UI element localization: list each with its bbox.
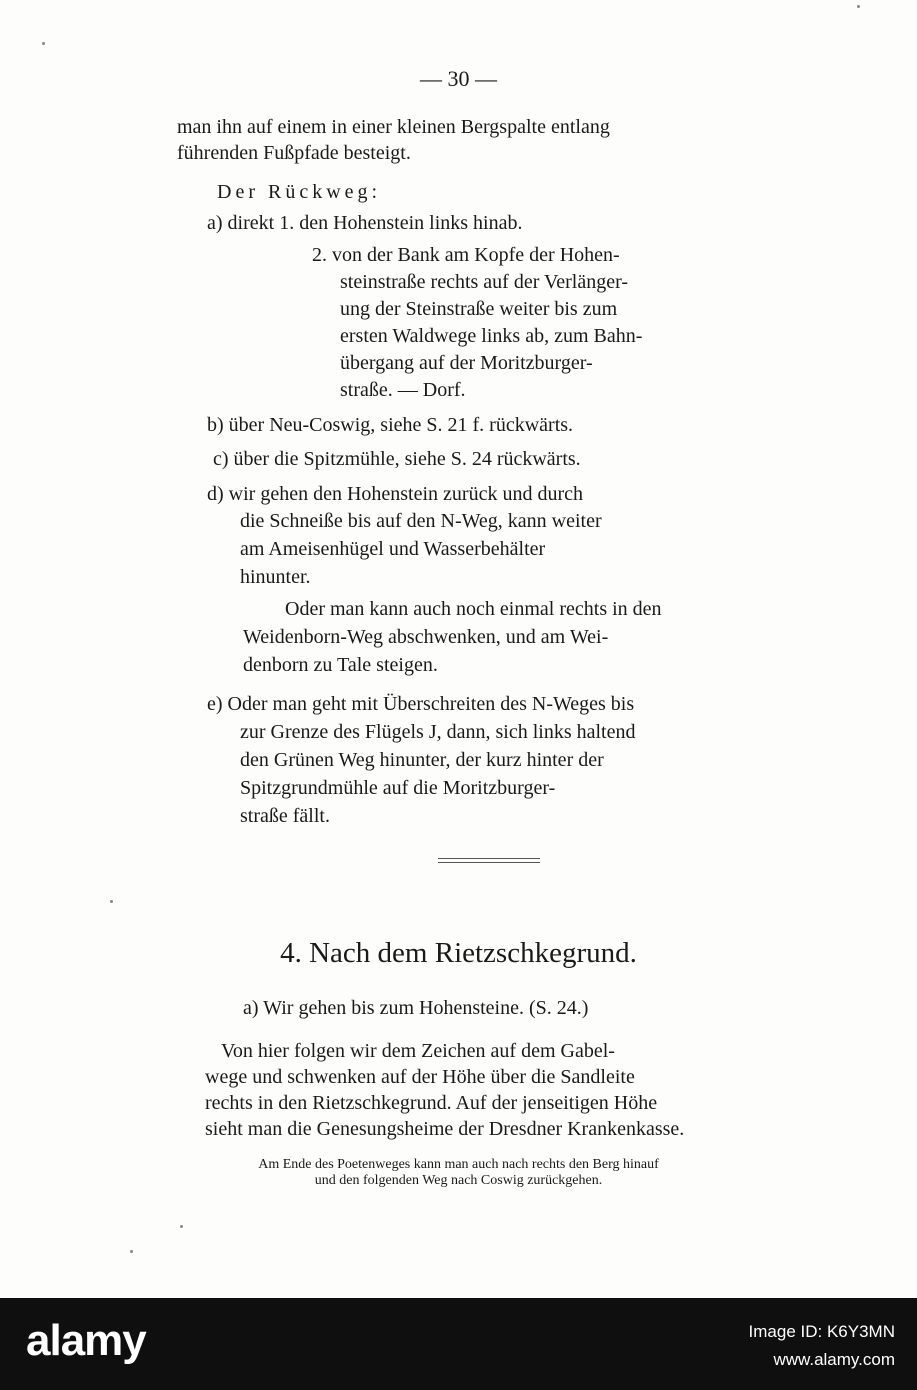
scan-speck bbox=[857, 5, 860, 8]
text-line: a) direkt 1. den Hohenstein links hinab. bbox=[207, 212, 523, 234]
text-line: Weidenborn-Weg abschwenken, und am Wei- bbox=[243, 626, 609, 648]
text-line: übergang auf der Moritzburger- bbox=[340, 352, 593, 374]
text-line: zur Grenze des Flügels J, dann, sich links haltend bbox=[240, 721, 636, 743]
alamy-logo: alamy bbox=[26, 1316, 146, 1365]
section-divider bbox=[438, 858, 540, 859]
footnote-line: Am Ende des Poetenweges kann man auch nach rechts den Berg hinauf bbox=[258, 1157, 659, 1172]
scan-speck bbox=[42, 42, 45, 45]
text-line: straße. — Dorf. bbox=[340, 379, 466, 401]
text-line: führenden Fußpfade besteigt. bbox=[177, 142, 411, 164]
footnote-line: und den folgenden Weg nach Coswig zurückgehen. bbox=[314, 1173, 603, 1188]
text-line: a) Wir gehen bis zum Hohensteine. (S. 24.) bbox=[243, 997, 589, 1019]
text-line: steinstraße rechts auf der Verlänger- bbox=[340, 271, 628, 293]
section-title: 4. Nach dem Rietzschkegrund. bbox=[280, 937, 637, 969]
text-line: die Schneiße bis auf den N-Weg, kann weiter bbox=[240, 510, 602, 532]
text-line: 2. von der Bank am Kopfe der Hohen- bbox=[312, 244, 620, 266]
text-line: am Ameisenhügel und Wasserbehälter bbox=[240, 538, 546, 560]
text-line: Oder man kann auch noch einmal rechts in den bbox=[285, 598, 662, 620]
text-line: rechts in den Rietzschkegrund. Auf der jenseitigen Höhe bbox=[205, 1092, 658, 1114]
scan-speck bbox=[110, 900, 113, 903]
page-number: — 30 — bbox=[420, 66, 497, 91]
text-line: Der Rückweg: bbox=[217, 181, 382, 203]
text-line: sieht man die Genesungsheime der Dresdner Krankenkasse. bbox=[205, 1118, 685, 1140]
text-line: straße fällt. bbox=[240, 805, 330, 827]
text-line: wege und schwenken auf der Höhe über die Sandleite bbox=[205, 1066, 635, 1088]
text-line: e) Oder man geht mit Überschreiten des N-Weges bis bbox=[207, 693, 635, 715]
image-id: Image ID: K6Y3MN bbox=[748, 1322, 895, 1341]
text-line: Von hier folgen wir dem Zeichen auf dem Gabel- bbox=[221, 1040, 615, 1062]
site-url: www.alamy.com bbox=[773, 1350, 895, 1369]
text-line: ung der Steinstraße weiter bis zum bbox=[340, 298, 618, 320]
text-line: d) wir gehen den Hohenstein zurück und durch bbox=[207, 483, 583, 505]
text-line: b) über Neu-Coswig, siehe S. 21 f. rückwärts. bbox=[207, 414, 574, 436]
text-line: denborn zu Tale steigen. bbox=[243, 654, 438, 676]
text-line: ersten Waldwege links ab, zum Bahn- bbox=[340, 325, 643, 347]
text-line: c) über die Spitzmühle, siehe S. 24 rückwärts. bbox=[213, 448, 581, 470]
text-line: man ihn auf einem in einer kleinen Bergspalte entlang bbox=[177, 116, 610, 138]
text-line: Spitzgrundmühle auf die Moritzburger- bbox=[240, 777, 556, 799]
text-line: hinunter. bbox=[240, 566, 311, 588]
scan-speck bbox=[180, 1225, 183, 1228]
text-line: den Grünen Weg hinunter, der kurz hinter der bbox=[240, 749, 604, 771]
section-divider bbox=[438, 862, 540, 863]
scan-speck bbox=[130, 1250, 133, 1253]
